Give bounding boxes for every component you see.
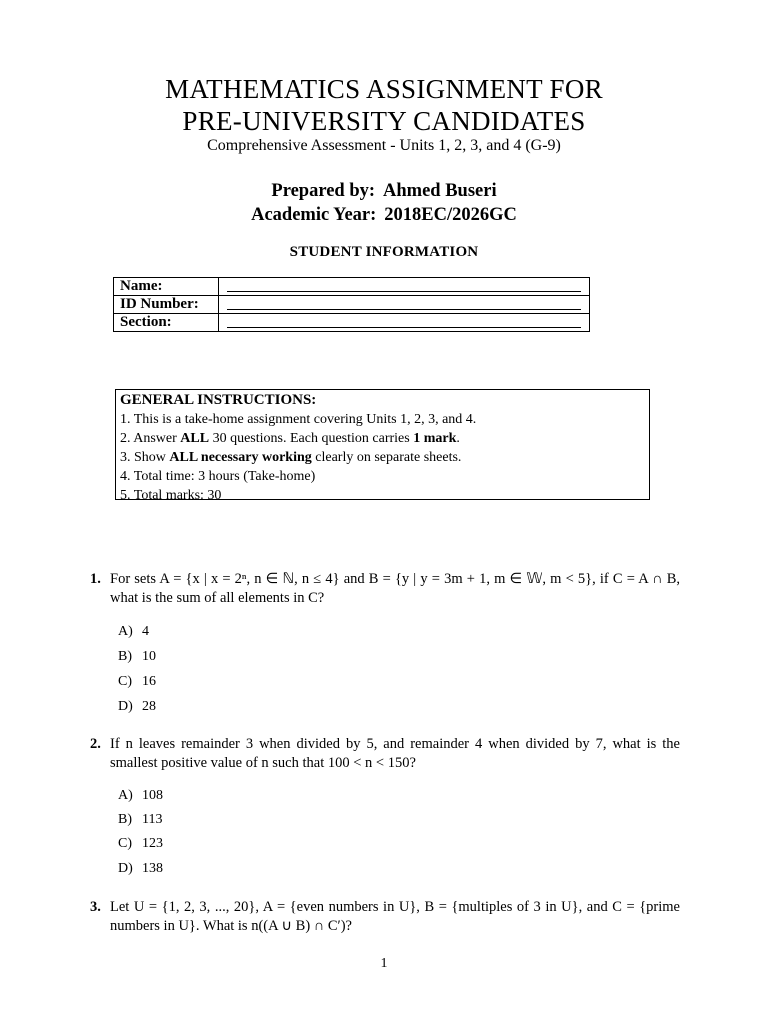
question-text: For sets A = {x | x = 2ⁿ, n ∈ ℕ, n ≤ 4} and B = {y | y = 3m + 1, m ∈ 𝕎, m < 5}, if C = A ∩ B, what is the sum of all elements in C? [110, 571, 680, 606]
option-1d[interactable]: D) 28 [118, 699, 156, 714]
student-info-heading: STUDENT INFORMATION [289, 244, 479, 260]
prepared-by [0, 181, 768, 202]
table-row [114, 314, 590, 332]
academic-year-value: 2018EC/2026GC [384, 205, 517, 225]
instruction-line: 3. Show ALL necessary working clearly on separate sheets. [120, 450, 462, 465]
question-3 [90, 898, 680, 936]
option-2a[interactable]: A) 108 [118, 788, 163, 803]
instruction-line: 4. Total time: 3 hours (Take-home) [120, 469, 316, 484]
id-number-field[interactable] [219, 296, 590, 314]
option-1b[interactable]: B) 10 [118, 649, 156, 664]
table-row [114, 296, 590, 314]
question-text: Let U = {1, 2, 3, ..., 20}, A = {even numbers in U}, B = {multiples of 3 in U}, and C = {prime numbers in U}. What is n((A ∪ B) ∩ C′)? [110, 899, 680, 934]
question-text: If n leaves remainder 3 when divided by 5, and remainder 4 when divided by 7, what is the smallest positive value of n such that 100 < n < 150? [110, 736, 680, 771]
page-number: 1 [380, 956, 388, 971]
section-label: Section: [114, 314, 219, 332]
instruction-line: 2. Answer ALL 30 questions. Each question carries 1 mark. [120, 431, 460, 446]
student-info-table [113, 277, 590, 332]
option-1a[interactable]: A) 4 [118, 624, 149, 639]
instruction-line: 1. This is a take-home assignment covering Units 1, 2, 3, and 4. [120, 412, 477, 427]
document-subtitle: Comprehensive Assessment - Units 1, 2, 3, and 4 (G-9) [207, 137, 561, 154]
id-number-label: ID Number: [114, 296, 219, 314]
option-2b[interactable]: B) 113 [118, 812, 163, 827]
question-1 [90, 570, 680, 608]
option-2d[interactable]: D) 138 [118, 861, 163, 876]
prepared-by-value: Ahmed Buseri [383, 181, 497, 201]
question-number: 3. [90, 899, 101, 915]
option-1c[interactable]: C) 16 [118, 674, 156, 689]
question-2 [90, 735, 680, 773]
instructions-heading: GENERAL INSTRUCTIONS: [120, 392, 317, 408]
academic-year [0, 205, 768, 226]
table-row [114, 278, 590, 296]
name-label: Name: [114, 278, 219, 296]
academic-year-label: Academic Year: [251, 205, 377, 225]
section-field[interactable] [219, 314, 590, 332]
name-field[interactable] [219, 278, 590, 296]
option-2c[interactable]: C) 123 [118, 836, 163, 851]
prepared-by-label: Prepared by: [271, 181, 376, 201]
document-title-line2: PRE-UNIVERSITY CANDIDATES [182, 106, 586, 136]
instruction-line: 5. Total marks: 30 [120, 488, 222, 503]
general-instructions-box [115, 389, 650, 503]
document-title-line1: MATHEMATICS ASSIGNMENT FOR [165, 74, 603, 104]
question-number: 2. [90, 736, 101, 752]
question-number: 1. [90, 571, 101, 587]
